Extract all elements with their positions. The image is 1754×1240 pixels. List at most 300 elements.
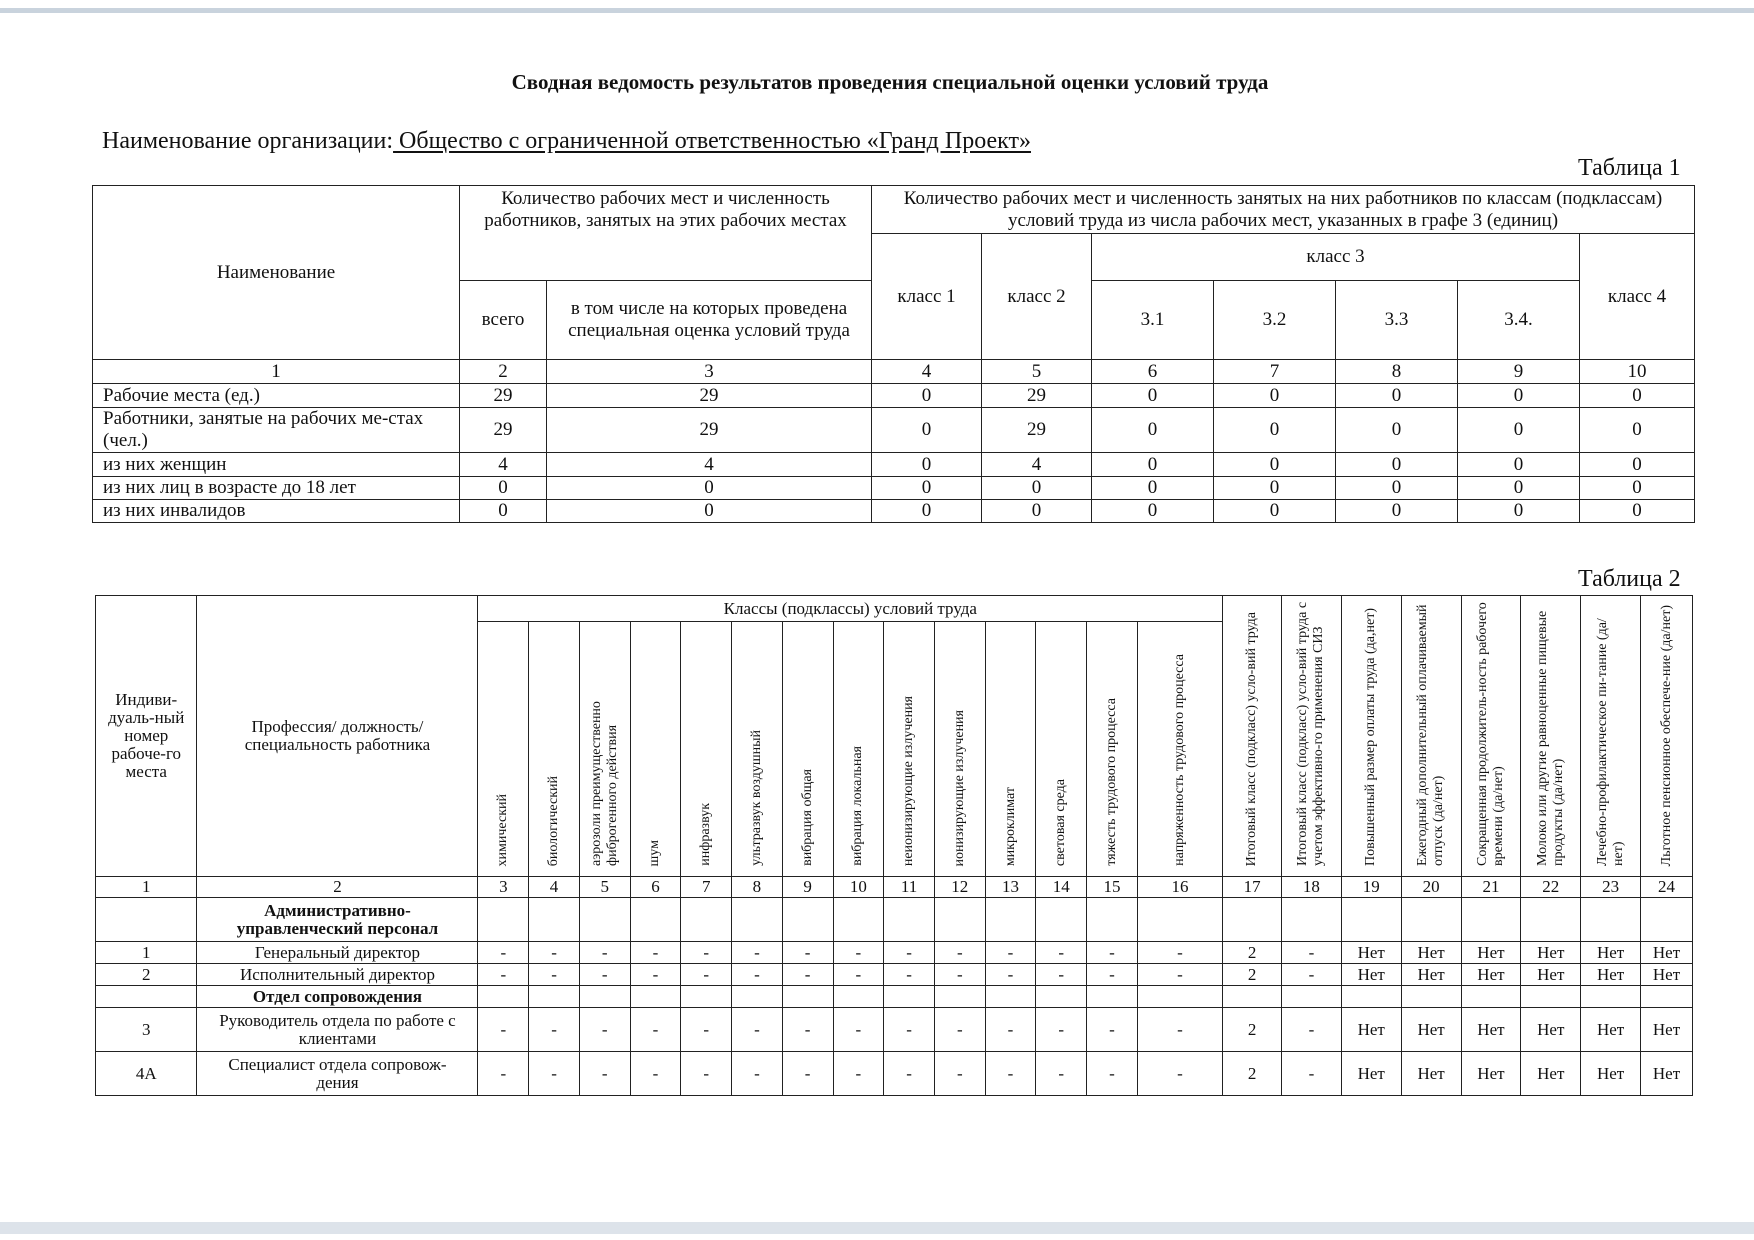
t2-cell: - <box>985 1008 1036 1052</box>
t2-cell: - <box>1036 964 1087 986</box>
t1-cell: 29 <box>547 384 872 408</box>
t2-cell: - <box>782 942 833 964</box>
t2-cell: - <box>579 964 630 986</box>
t2-cell: - <box>1281 964 1341 986</box>
t2-section-empty <box>985 986 1036 1008</box>
t2-column-number: 3 <box>478 877 529 898</box>
t2-header-factor-text: аэрозоли преимущественно фиброгенного действия <box>588 701 620 866</box>
t2-header-summary-text: Итоговый класс (подкласс) усло-вий труда с учетом эффективно-го применения СИЗ <box>1295 601 1327 866</box>
t1-cell: 0 <box>547 477 872 500</box>
t2-section-empty <box>1521 898 1581 942</box>
t2-column-numbers <box>96 877 1693 898</box>
t2-header-factor <box>732 622 783 877</box>
t2-cell: - <box>732 942 783 964</box>
t1-header-class1: класс 1 <box>872 234 982 360</box>
t2-section-empty <box>1341 898 1401 942</box>
t2-section-empty <box>833 986 884 1008</box>
t2-cell: Нет <box>1401 1052 1461 1096</box>
t2-header-summary-text: Сокращенная продолжитель-ность рабочего времени (да/нет) <box>1474 602 1506 866</box>
t2-section-row <box>96 898 1693 942</box>
t2-cell: 2 <box>1223 1052 1282 1096</box>
t2-cell: - <box>833 942 884 964</box>
t2-cell: Нет <box>1341 942 1401 964</box>
t2-header-factor-text: ионизирующие излучения <box>951 709 967 866</box>
t2-section-empty <box>1087 986 1138 1008</box>
t2-column-number: 5 <box>579 877 630 898</box>
t2-cell: - <box>732 1008 783 1052</box>
t2-cell: 2 <box>1223 942 1282 964</box>
t2-cell: - <box>884 942 935 964</box>
t1-cell: 0 <box>872 453 982 477</box>
t1-row-label: из них инвалидов <box>93 500 460 523</box>
t2-section-empty <box>681 986 732 1008</box>
t2-section-empty <box>732 986 783 1008</box>
t1-cell: 0 <box>1092 408 1214 453</box>
t2-column-number: 17 <box>1223 877 1282 898</box>
t2-column-number: 20 <box>1401 877 1461 898</box>
t2-section-empty <box>1401 986 1461 1008</box>
t2-section-empty <box>985 898 1036 942</box>
t1-header-class4: класс 4 <box>1580 234 1695 360</box>
t2-cell: - <box>782 1008 833 1052</box>
t2-cell: Нет <box>1581 1008 1641 1052</box>
t2-header-profession: Профессия/ должность/ специальность работника <box>197 596 478 877</box>
t2-section-empty <box>1341 986 1401 1008</box>
t1-row <box>93 500 1695 523</box>
t2-cell: - <box>934 942 985 964</box>
workplace-table <box>95 595 1693 1096</box>
organization-label: Наименование организации: <box>102 128 394 154</box>
t2-column-number: 19 <box>1341 877 1401 898</box>
t2-section-title: Отдел сопровождения <box>197 986 478 1008</box>
t1-cell: 0 <box>1336 408 1458 453</box>
t2-header-summary <box>1641 596 1693 877</box>
t2-cell: - <box>934 964 985 986</box>
t1-cell: 0 <box>1580 408 1695 453</box>
t2-header-factor <box>478 622 529 877</box>
t2-column-number: 22 <box>1521 877 1581 898</box>
organization-line <box>102 128 1031 155</box>
t2-section-empty <box>630 898 681 942</box>
t2-cell: - <box>732 964 783 986</box>
t1-row-label: Работники, занятые на рабочих ме-стах (чел.) <box>93 408 460 453</box>
t2-cell: - <box>1281 942 1341 964</box>
t1-cell: 0 <box>460 477 547 500</box>
t2-section-empty <box>1461 986 1521 1008</box>
t2-cell: - <box>1281 1008 1341 1052</box>
t1-cell: 0 <box>982 477 1092 500</box>
t2-header-factor-text: химический <box>495 793 511 866</box>
t2-header-id: Индиви-дуаль-ный номер рабоче-го места <box>96 596 197 877</box>
t2-cell: Нет <box>1401 964 1461 986</box>
t2-cell: - <box>1087 964 1138 986</box>
t2-cell: Нет <box>1581 1052 1641 1096</box>
t2-header-factor <box>833 622 884 877</box>
t2-header-factor-text: световая среда <box>1053 778 1069 866</box>
t2-header-factor <box>934 622 985 877</box>
t1-header-class3: класс 3 <box>1092 234 1580 281</box>
t1-cell: 0 <box>1336 453 1458 477</box>
t2-header-factor <box>529 622 580 877</box>
t2-cell: - <box>1137 1008 1222 1052</box>
t2-column-number: 21 <box>1461 877 1521 898</box>
t1-cell: 0 <box>460 500 547 523</box>
t2-cell: - <box>529 964 580 986</box>
t1-cell: 0 <box>1458 477 1580 500</box>
t2-header-factor-text: микроклимат <box>1002 786 1018 866</box>
t2-section-empty <box>1281 986 1341 1008</box>
t2-section-empty <box>1036 898 1087 942</box>
t1-cell: 4 <box>547 453 872 477</box>
t2-header-summary <box>1401 596 1461 877</box>
t1-header-3-3: 3.3 <box>1336 281 1458 360</box>
t1-column-number: 2 <box>460 360 547 384</box>
t2-cell: - <box>579 942 630 964</box>
t2-column-number: 4 <box>529 877 580 898</box>
t2-column-number: 15 <box>1087 877 1138 898</box>
t2-section-empty <box>478 898 529 942</box>
t2-cell: Нет <box>1341 964 1401 986</box>
t1-cell: 0 <box>1458 384 1580 408</box>
t2-row <box>96 1052 1693 1096</box>
t1-cell: 0 <box>1336 500 1458 523</box>
t1-column-number: 4 <box>872 360 982 384</box>
t1-cell: 0 <box>1214 477 1336 500</box>
t2-section-empty <box>1036 986 1087 1008</box>
t2-cell: Нет <box>1521 964 1581 986</box>
t2-section-empty <box>529 986 580 1008</box>
t2-section-empty <box>96 986 197 1008</box>
t2-row-id: 3 <box>96 1008 197 1052</box>
t2-cell: Нет <box>1521 1052 1581 1096</box>
t1-cell: 29 <box>547 408 872 453</box>
t2-header-factor <box>1036 622 1087 877</box>
t2-section-empty <box>529 898 580 942</box>
t1-cell: 0 <box>1092 500 1214 523</box>
t2-section-empty <box>1281 898 1341 942</box>
t2-header-factor-text: биологический <box>546 775 562 866</box>
t2-column-number: 13 <box>985 877 1036 898</box>
t1-cell: 29 <box>460 384 547 408</box>
t2-header-summary-text: Молоко или другие равноценные пищевые продукты (да/нет) <box>1534 610 1566 866</box>
t1-cell: 0 <box>1214 500 1336 523</box>
t2-header-factor-text: шум <box>647 839 663 866</box>
t1-row <box>93 477 1695 500</box>
t2-column-number: 11 <box>884 877 935 898</box>
t2-cell: - <box>833 1052 884 1096</box>
t1-row <box>93 408 1695 453</box>
t2-column-number: 1 <box>96 877 197 898</box>
t1-cell: 0 <box>1580 453 1695 477</box>
t2-cell: 2 <box>1223 1008 1282 1052</box>
t2-section-empty <box>681 898 732 942</box>
t1-row-label: из них лиц в возрасте до 18 лет <box>93 477 460 500</box>
t1-cell: 0 <box>1214 453 1336 477</box>
t2-cell: Нет <box>1461 1052 1521 1096</box>
t1-cell: 0 <box>1458 408 1580 453</box>
t2-header-summary-text: Лечебно-профилактическое пи-тание (да/нет) <box>1594 618 1626 866</box>
t2-cell: - <box>833 964 884 986</box>
t1-cell: 0 <box>1580 384 1695 408</box>
t2-header-summary <box>1281 596 1341 877</box>
t1-cell: 0 <box>1092 453 1214 477</box>
t2-cell: - <box>579 1008 630 1052</box>
t2-cell: Нет <box>1521 942 1581 964</box>
t2-section-empty <box>1137 986 1222 1008</box>
t1-cell: 0 <box>982 500 1092 523</box>
t1-cell: 0 <box>1458 500 1580 523</box>
t2-section-empty <box>1223 898 1282 942</box>
t1-column-number: 9 <box>1458 360 1580 384</box>
t2-cell: - <box>630 964 681 986</box>
t2-cell: - <box>1036 1008 1087 1052</box>
t1-header-total: всего <box>460 281 547 360</box>
t1-header-3-4: 3.4. <box>1458 281 1580 360</box>
t2-section-empty <box>1087 898 1138 942</box>
t2-header-factor-text: вибрация локальная <box>850 746 866 866</box>
t2-header-summary-text: Ежегодный дополнительный оплачиваемый отпуск (да/нет) <box>1415 604 1447 866</box>
t2-column-number: 14 <box>1036 877 1087 898</box>
t2-cell: - <box>782 1052 833 1096</box>
t2-section-empty <box>782 898 833 942</box>
t1-column-number: 8 <box>1336 360 1458 384</box>
t2-section-empty <box>884 898 935 942</box>
t2-column-number: 24 <box>1641 877 1693 898</box>
t2-header-factor-text: вибрация общая <box>799 769 815 866</box>
t2-section-empty <box>1137 898 1222 942</box>
t2-column-number: 10 <box>833 877 884 898</box>
t2-cell: - <box>630 942 681 964</box>
t2-column-number: 16 <box>1137 877 1222 898</box>
t2-header-summary <box>1341 596 1401 877</box>
t2-header-factor-text: инфразвук <box>698 803 714 866</box>
t2-cell: - <box>630 1052 681 1096</box>
t1-row <box>93 384 1695 408</box>
t1-row-label: из них женщин <box>93 453 460 477</box>
t2-cell: - <box>782 964 833 986</box>
t2-section-title: Административно-управленческий персонал <box>197 898 478 942</box>
t1-cell: 0 <box>1092 477 1214 500</box>
t2-header-summary <box>1223 596 1282 877</box>
t2-header-factor <box>630 622 681 877</box>
t2-section-empty <box>934 898 985 942</box>
document-title: Сводная ведомость результатов проведения специальной оценки условий труда <box>511 70 1269 94</box>
t2-row-name: Специалист отдела сопровож-дения <box>197 1052 478 1096</box>
t2-cell: - <box>985 942 1036 964</box>
t1-cell: 29 <box>460 408 547 453</box>
t1-cell: 0 <box>1580 500 1695 523</box>
t2-cell: - <box>934 1008 985 1052</box>
t1-column-number: 1 <box>93 360 460 384</box>
t2-column-number: 6 <box>630 877 681 898</box>
t2-cell: - <box>985 964 1036 986</box>
t1-column-number: 7 <box>1214 360 1336 384</box>
t2-row <box>96 964 1693 986</box>
t1-column-number: 10 <box>1580 360 1695 384</box>
t2-section-empty <box>1581 898 1641 942</box>
t1-header-class2: класс 2 <box>982 234 1092 360</box>
t2-column-number: 12 <box>934 877 985 898</box>
t2-cell: - <box>681 942 732 964</box>
t1-cell: 0 <box>1336 384 1458 408</box>
t2-header-factor-text: ультразвук воздушный <box>748 730 764 866</box>
t2-header-factor-text: напряженность трудового процесса <box>1171 654 1187 866</box>
t2-section-empty <box>1521 986 1581 1008</box>
t2-cell: - <box>478 942 529 964</box>
t2-column-number: 18 <box>1281 877 1341 898</box>
t2-cell: - <box>1137 1052 1222 1096</box>
t2-header-summary <box>1521 596 1581 877</box>
t2-header-classes: Классы (подклассы) условий труда <box>478 596 1223 622</box>
t1-header-3-2: 3.2 <box>1214 281 1336 360</box>
t2-column-number: 7 <box>681 877 732 898</box>
organization-name: Общество с ограниченной ответственностью «Гранд Проект» <box>393 128 1031 154</box>
t2-header-summary <box>1581 596 1641 877</box>
t2-header-factor-text: тяжесть трудового процесса <box>1103 698 1119 866</box>
t2-cell: - <box>1087 942 1138 964</box>
t2-cell: Нет <box>1461 964 1521 986</box>
t1-cell: 4 <box>460 453 547 477</box>
t1-row <box>93 453 1695 477</box>
t1-header-assessed: в том числе на которых проведена специальная оценка условий труда <box>547 281 872 360</box>
t1-cell: 0 <box>1336 477 1458 500</box>
t2-header-factor <box>681 622 732 877</box>
t2-cell: - <box>1087 1052 1138 1096</box>
t2-cell: - <box>478 1008 529 1052</box>
t2-section-empty <box>1581 986 1641 1008</box>
t2-cell: Нет <box>1641 964 1693 986</box>
t1-header-group-b: Количество рабочих мест и численность занятых на них работников по классам (подклассам) условий труда из числа рабочих мест, указанных в графе 3 (единиц) <box>872 186 1695 234</box>
t2-cell: Нет <box>1641 942 1693 964</box>
t2-cell: - <box>884 1008 935 1052</box>
t2-header-factor <box>884 622 935 877</box>
t1-column-number: 6 <box>1092 360 1214 384</box>
t2-cell: Нет <box>1581 964 1641 986</box>
t2-section-empty <box>1641 986 1693 1008</box>
t2-row-name: Исполнительный директор <box>197 964 478 986</box>
t1-cell: 0 <box>1092 384 1214 408</box>
t2-cell: - <box>529 942 580 964</box>
t2-cell: Нет <box>1341 1052 1401 1096</box>
t2-section-empty <box>1401 898 1461 942</box>
t1-header-3-1: 3.1 <box>1092 281 1214 360</box>
t2-cell: - <box>884 1052 935 1096</box>
table1-label: Таблица 1 <box>1578 155 1681 181</box>
t2-cell: - <box>529 1008 580 1052</box>
t1-cell: 0 <box>872 384 982 408</box>
t2-cell: Нет <box>1341 1008 1401 1052</box>
t1-cell: 0 <box>547 500 872 523</box>
t2-header-summary-text: Повышенный размер оплаты труда (да,нет) <box>1363 607 1379 866</box>
t1-header-name: Наименование <box>93 186 460 360</box>
t2-row-id: 4А <box>96 1052 197 1096</box>
t2-cell: - <box>1281 1052 1341 1096</box>
t2-cell: - <box>1137 942 1222 964</box>
t2-cell: - <box>1137 964 1222 986</box>
t2-cell: 2 <box>1223 964 1282 986</box>
t2-cell: - <box>985 1052 1036 1096</box>
t1-cell: 0 <box>872 408 982 453</box>
t2-section-empty <box>579 898 630 942</box>
t1-cell: 29 <box>982 384 1092 408</box>
t2-cell: Нет <box>1641 1008 1693 1052</box>
t2-section-empty <box>833 898 884 942</box>
t2-cell: - <box>934 1052 985 1096</box>
t2-header-factor <box>1087 622 1138 877</box>
t2-section-empty <box>96 898 197 942</box>
t1-cell: 0 <box>1580 477 1695 500</box>
t2-section-row <box>96 986 1693 1008</box>
t2-cell: - <box>732 1052 783 1096</box>
t2-cell: Нет <box>1521 1008 1581 1052</box>
t2-row-id: 1 <box>96 942 197 964</box>
t2-section-empty <box>884 986 935 1008</box>
t2-header-factor <box>1137 622 1222 877</box>
t2-row-name: Генеральный директор <box>197 942 478 964</box>
t2-section-empty <box>1223 986 1282 1008</box>
t2-section-empty <box>934 986 985 1008</box>
t2-cell: - <box>681 1052 732 1096</box>
t2-cell: Нет <box>1401 942 1461 964</box>
t1-cell: 0 <box>1458 453 1580 477</box>
t2-cell: Нет <box>1641 1052 1693 1096</box>
t2-row <box>96 942 1693 964</box>
t2-cell: - <box>681 1008 732 1052</box>
t2-cell: - <box>833 1008 884 1052</box>
t1-cell: 29 <box>982 408 1092 453</box>
t1-column-number: 3 <box>547 360 872 384</box>
t2-header-factor-text: неионизирующие излучения <box>901 695 917 866</box>
t2-header-factor <box>985 622 1036 877</box>
t2-header-summary-text: Итоговый класс (подкласс) усло-вий труда <box>1244 611 1260 866</box>
t2-header-summary-text: Льготное пенсионное обеспече-ние (да/нет) <box>1658 604 1674 866</box>
t2-section-empty <box>1641 898 1693 942</box>
t2-row <box>96 1008 1693 1052</box>
t2-section-empty <box>732 898 783 942</box>
t2-column-number: 23 <box>1581 877 1641 898</box>
t2-cell: Нет <box>1401 1008 1461 1052</box>
t2-row-id: 2 <box>96 964 197 986</box>
t2-header-factor <box>579 622 630 877</box>
t2-cell: - <box>478 1052 529 1096</box>
t2-cell: - <box>884 964 935 986</box>
t2-cell: Нет <box>1581 942 1641 964</box>
t1-cell: 4 <box>982 453 1092 477</box>
scan-top-edge <box>0 8 1754 13</box>
t1-row-label: Рабочие места (ед.) <box>93 384 460 408</box>
t2-section-empty <box>782 986 833 1008</box>
t1-cell: 0 <box>1214 408 1336 453</box>
t1-header-group-a: Количество рабочих мест и численность работников, занятых на этих рабочих местах <box>460 186 872 281</box>
t1-column-number: 5 <box>982 360 1092 384</box>
t2-row-name: Руководитель отдела по работе с клиентами <box>197 1008 478 1052</box>
t2-header-summary <box>1461 596 1521 877</box>
t2-section-empty <box>1461 898 1521 942</box>
t2-section-empty <box>478 986 529 1008</box>
t2-cell: Нет <box>1461 1008 1521 1052</box>
t1-cell: 0 <box>1214 384 1336 408</box>
t2-cell: - <box>681 964 732 986</box>
t2-cell: - <box>1036 942 1087 964</box>
table2-label: Таблица 2 <box>1578 566 1681 592</box>
t2-cell: - <box>478 964 529 986</box>
t2-cell: - <box>1087 1008 1138 1052</box>
t2-section-empty <box>630 986 681 1008</box>
t2-column-number: 2 <box>197 877 478 898</box>
t2-column-number: 9 <box>782 877 833 898</box>
t2-header-factor <box>782 622 833 877</box>
summary-table <box>92 185 1695 523</box>
